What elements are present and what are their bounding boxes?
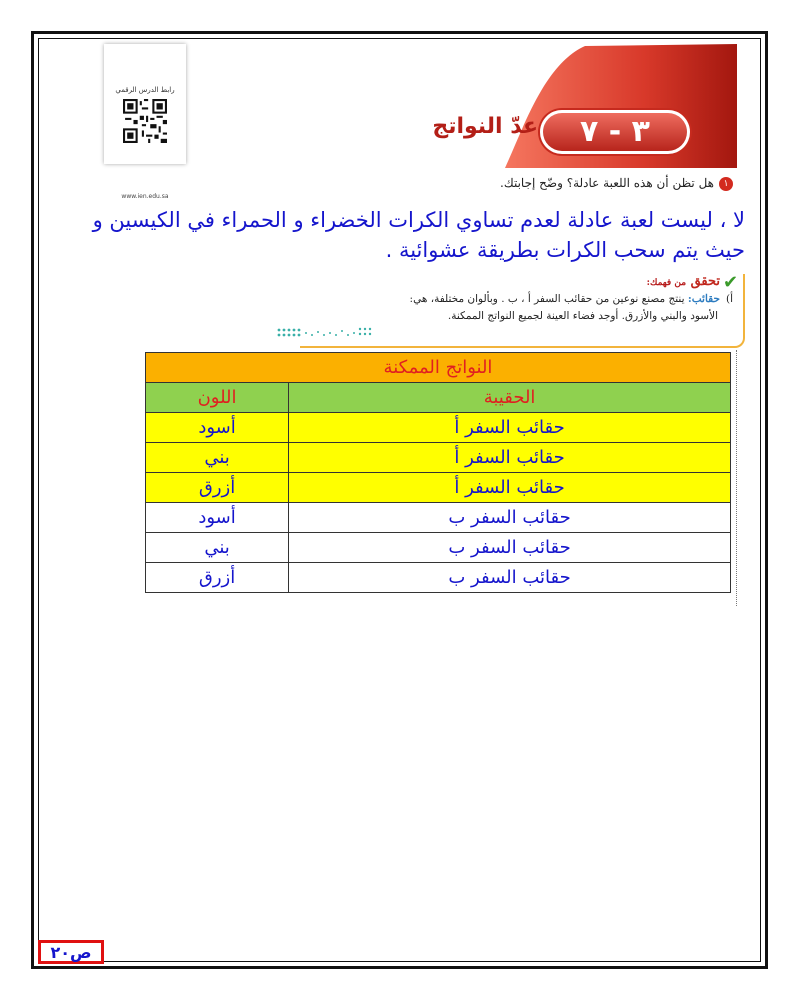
student-answer: لا ، ليست لعبة عادلة لعدم تساوي الكرات الخضراء و الحمراء في الكيسين و حيث يتم سحب الكرات بطريقة عشوائية . xyxy=(92,208,745,262)
bag-cell: حقائب السفر أ xyxy=(289,473,731,503)
checkmark-icon: ✔ xyxy=(723,272,739,293)
column-header-color: اللون xyxy=(146,383,289,413)
exercise-text-1: ينتج مصنع نوعين من حقائب السفر أ ، ب . وبألوان مختلفة، هي: xyxy=(409,293,685,305)
page-number: ص٢٠ xyxy=(38,940,104,964)
exercise-line-2: الأسود والبني والأزرق. أوجد فضاء العينة لجميع النواتج الممكنة. xyxy=(447,310,718,322)
color-cell: بني xyxy=(146,443,289,473)
lesson-title: عدّ النواتج xyxy=(432,114,538,139)
decorative-dots-icon xyxy=(276,326,386,340)
check-heading-title: تحقق xyxy=(690,274,720,289)
question-text: هل تظن أن هذه اللعبة عادلة؟ وضّح إجابتك. xyxy=(500,176,714,190)
bag-cell: حقائب السفر ب xyxy=(289,533,731,563)
table-row xyxy=(146,443,731,473)
table-title-row xyxy=(146,353,731,383)
color-cell: أزرق xyxy=(146,473,289,503)
table-row xyxy=(146,533,731,563)
digital-lesson-qr-card[interactable] xyxy=(104,44,186,200)
bag-cell: حقائب السفر أ xyxy=(289,413,731,443)
outcomes-table xyxy=(145,352,731,593)
question-line xyxy=(500,176,733,191)
qr-card-title: رابط الدرس الرقمي xyxy=(115,86,175,94)
exercise-index: أ) xyxy=(725,293,733,305)
table-row xyxy=(146,503,731,533)
color-cell: أزرق xyxy=(146,563,289,593)
exercise-label: حقائب: xyxy=(687,293,720,305)
bag-cell: حقائب السفر ب xyxy=(289,503,731,533)
color-cell: أسود xyxy=(146,413,289,443)
table-title: النواتج الممكنة xyxy=(146,353,731,383)
table-row xyxy=(146,413,731,443)
check-heading xyxy=(647,274,720,289)
lesson-number: ٣ - ٧ xyxy=(580,114,650,149)
exercise-line-1 xyxy=(410,293,733,305)
table-row xyxy=(146,473,731,503)
bag-cell: حقائب السفر ب xyxy=(289,563,731,593)
table-header-row xyxy=(146,383,731,413)
table-dotted-border xyxy=(736,350,737,606)
color-cell: أسود xyxy=(146,503,289,533)
qr-card-url: www.ien.edu.sa xyxy=(121,193,169,200)
color-cell: بني xyxy=(146,533,289,563)
column-header-bag: الحقيبة xyxy=(289,383,731,413)
question-number-badge: ١ xyxy=(719,177,733,191)
table-row xyxy=(146,563,731,593)
qr-code-icon xyxy=(123,99,167,143)
bag-cell: حقائب السفر أ xyxy=(289,443,731,473)
check-heading-subtitle: من فهمك: xyxy=(646,278,687,288)
